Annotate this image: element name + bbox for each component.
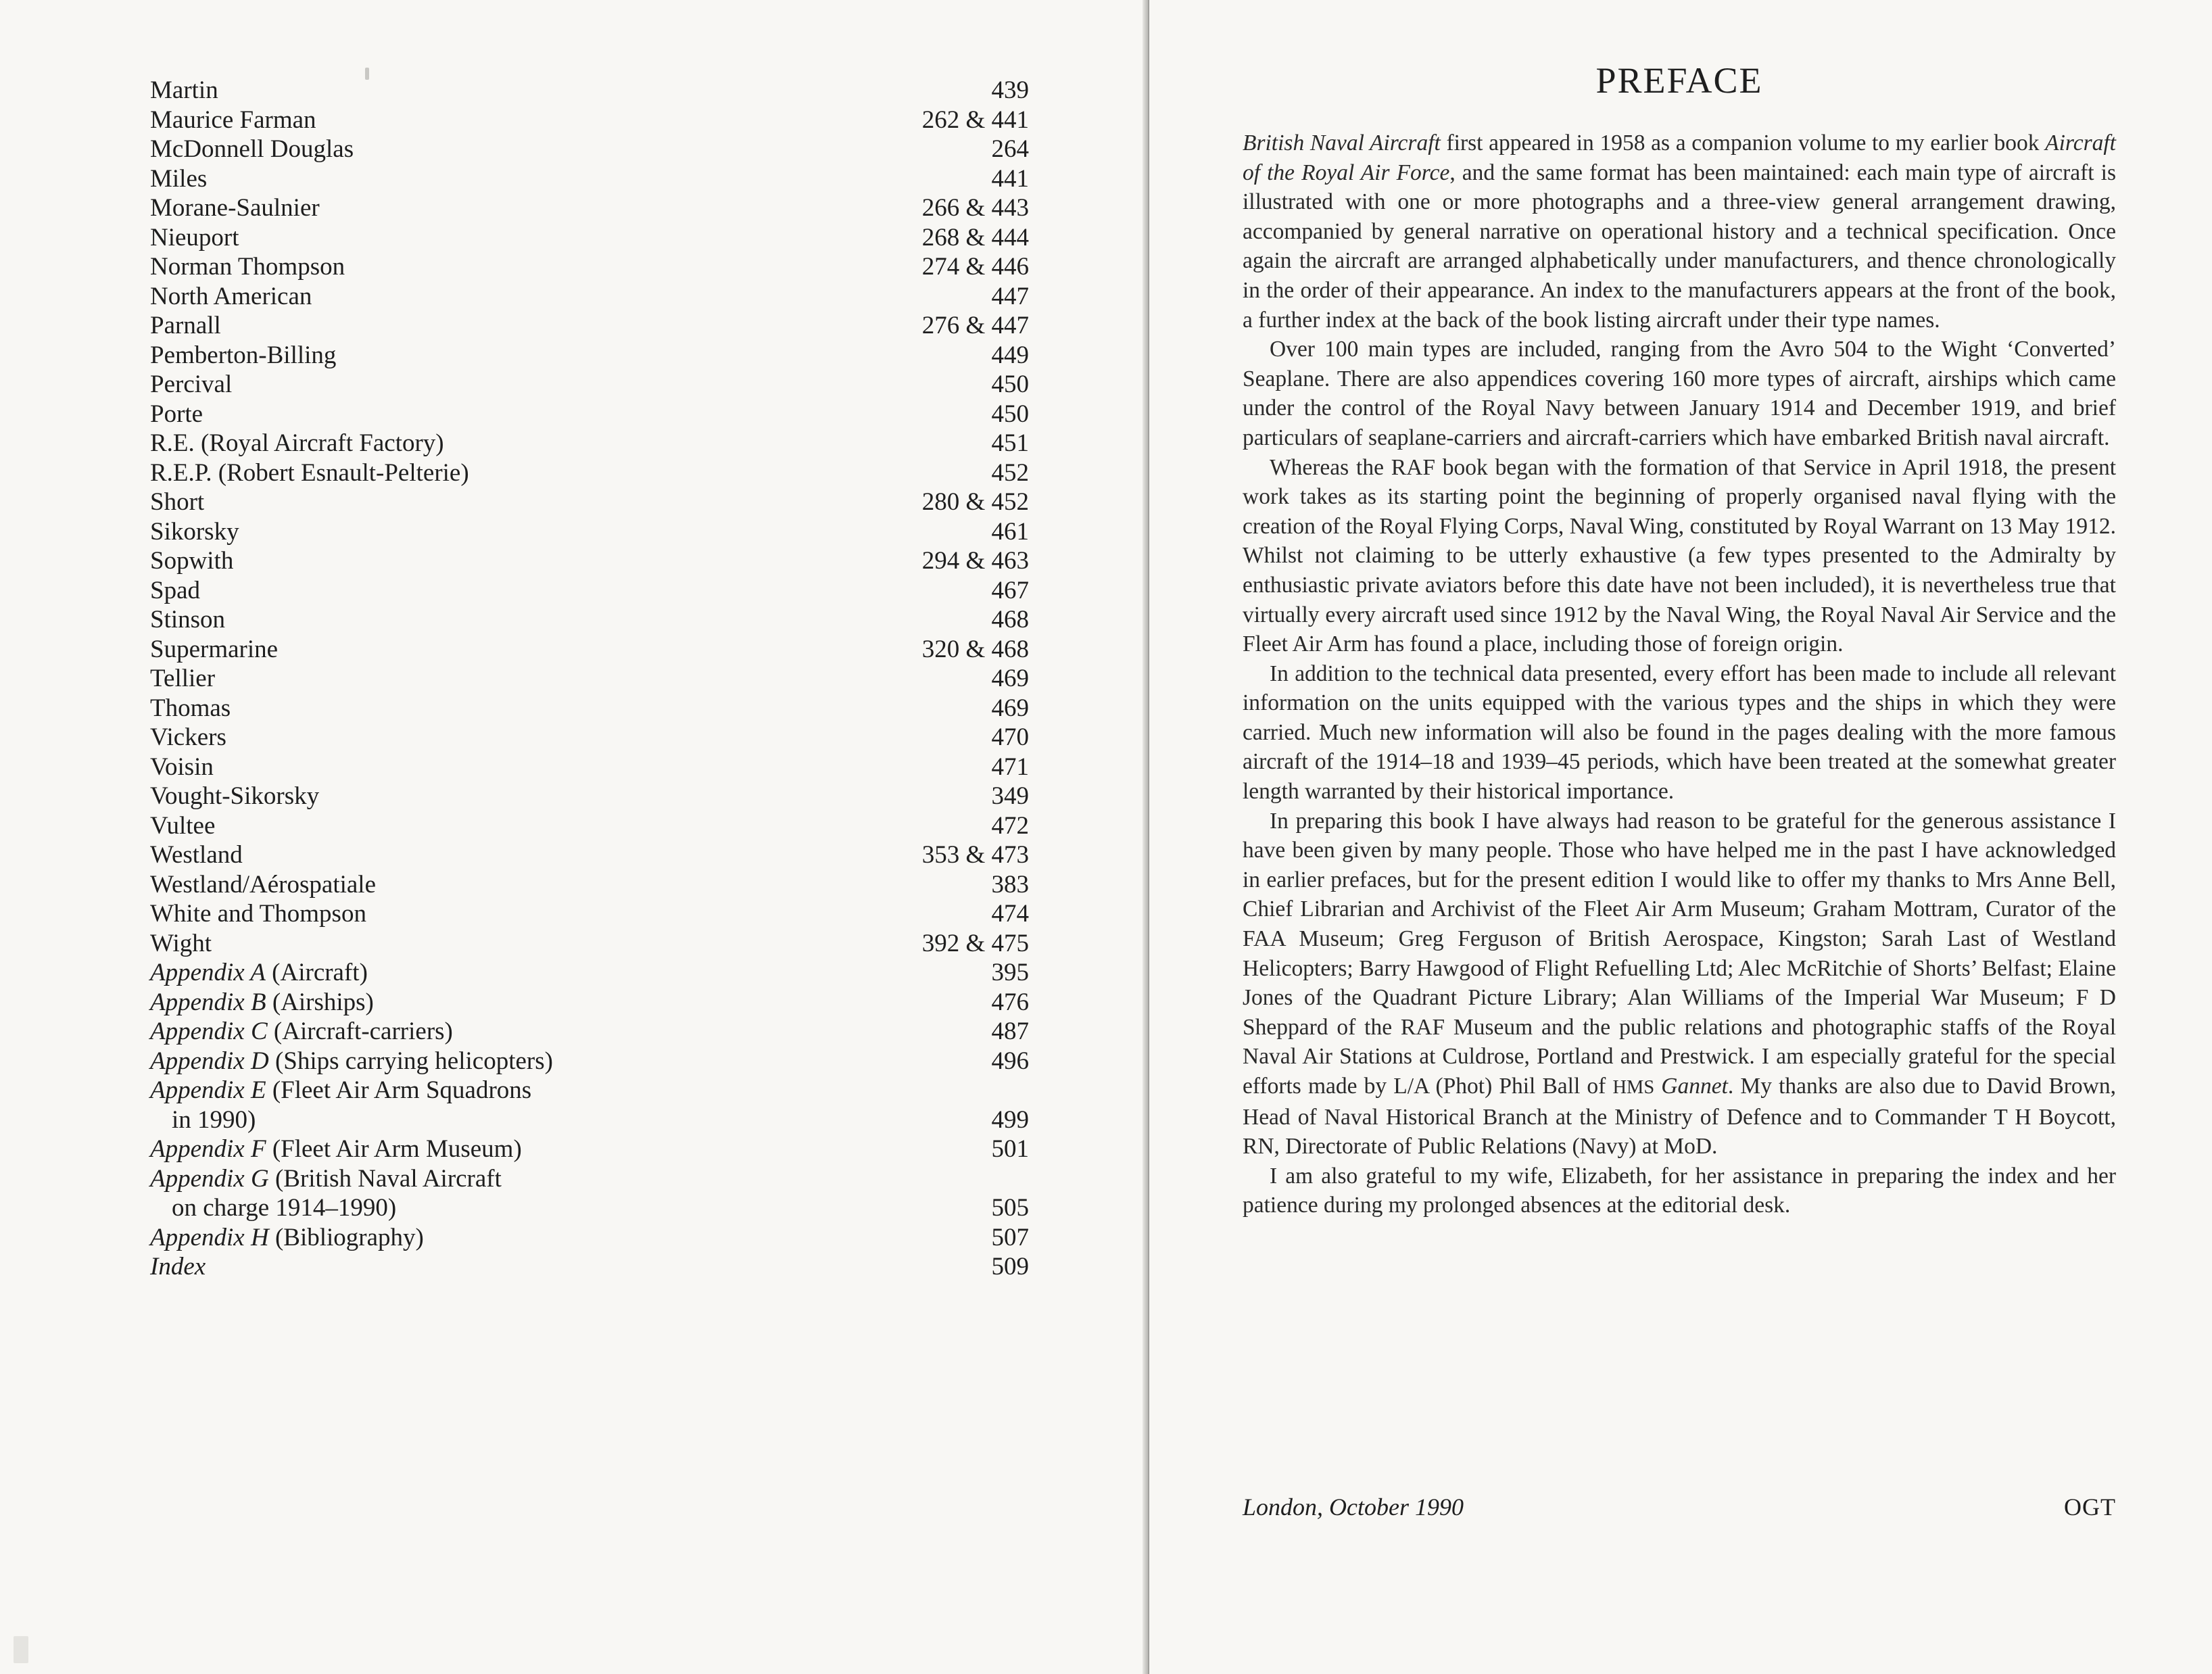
index-entry: Nieuport 268 & 444 — [150, 223, 1029, 252]
manufacturer-index — [150, 76, 1029, 1282]
preface-text — [1243, 128, 2116, 1220]
index-entry: Thomas 469 — [150, 694, 1029, 722]
index-entry: Morane-Saulnier 266 & 443 — [150, 194, 1029, 222]
index-entry: Martin 439 — [150, 76, 1029, 104]
index-entry: Porte 450 — [150, 400, 1029, 428]
index-entry: Vought-Sikorsky 349 — [150, 782, 1029, 810]
index-entry: Stinson 468 — [150, 606, 1029, 633]
index-entry: Wight 392 & 475 — [150, 929, 1029, 957]
index-entry: Short 280 & 452 — [150, 488, 1029, 516]
preface-paragraph: British Naval Aircraft first appeared in 1958 as a companion volume to my earlier book Aircraft of the Royal Air Force, and the same format has been maintained: each main type of aircraft is illustrated with one or more photographs and a three-view general arrangement drawing, accompanied by general narrative on operational history and a technical specification. Once again the aircraft are arranged alphabetically under manufacturers, and thence chronologically in the order of their appearance. An index to the manufacturers appears at the front of the book, a further index at the back of the book listing aircraft under their type names. — [1243, 130, 2116, 333]
index-entry: Vickers 470 — [150, 723, 1029, 751]
index-entry: North American 447 — [150, 282, 1029, 310]
index-entry: R.E. (Royal Aircraft Factory) 451 — [150, 429, 1029, 457]
preface-paragraph: Over 100 main types are included, ranging from the Avro 504 to the Wight ‘Converted’ Seaplane. There are also appendices covering 160 more types of aircraft, airships which came under the control of the Royal Navy between January 1914 and December 1919, and brief particulars of seaplane-carriers and aircraft-carriers which have embarked British naval aircraft. — [1243, 337, 2116, 450]
appendix-entry: Appendix E (Fleet Air Arm Squadrons in 1990) 499 — [150, 1076, 1029, 1134]
preface-paragraph: Whereas the RAF book began with the formation of that Service in April 1918, the present work takes as its starting point the beginning of properly organised naval flying with the creation of the Royal Flying Corps, Naval Wing, constituted by Royal Warrant on 13 May 1912. Whilst not claiming to be utterly exhaustive (a few types presented to the Admiralty by enthusiastic private aviators before this date have not been included), it is nevertheless true that virtually every aircraft used since 1912 by the Naval Wing, the Royal Naval Air Service and the Fleet Air Arm has found a place, including those of foreign origin. — [1243, 454, 2116, 657]
preface-title: PREFACE — [1595, 60, 1763, 101]
index-entry: Percival 450 — [150, 370, 1029, 398]
index-entry: Supermarine 320 & 468 — [150, 635, 1029, 663]
appendix-entry: Appendix B (Airships) 476 — [150, 988, 1029, 1016]
index-entry: Tellier 469 — [150, 665, 1029, 692]
preface-place-date: London, October 1990 — [1243, 1493, 1464, 1521]
index-entry: Miles 441 — [150, 164, 1029, 193]
preface-paragraph: In addition to the technical data presented, every effort has been made to include all relevant information on the units equipped with the various types and the ships in which they were carried. Much new information will also be found in the pages dealing with the more famous aircraft of the 1914–18 and 1939–45 periods, which have been treated at the somewhat greater length warranted by their historical importance. — [1243, 661, 2116, 805]
index-entry: Westland 353 & 473 — [150, 841, 1029, 869]
index-entry: White and Thompson 474 — [150, 900, 1029, 928]
appendix-entry: Appendix G (British Naval Aircraft on charge 1914–1990) 505 — [150, 1164, 1029, 1222]
paper-speck — [365, 68, 369, 80]
preface-paragraph: I am also grateful to my wife, Elizabeth, for her assistance in preparing the index and her patience during my prolonged absences at the editorial desk. — [1243, 1163, 2116, 1218]
index-entry: Sopwith 294 & 463 — [150, 547, 1029, 575]
index-entry: Maurice Farman 262 & 441 — [150, 105, 1029, 134]
index-entry: Vultee 472 — [150, 811, 1029, 840]
author-initials: OGT — [2064, 1493, 2116, 1521]
index-entry: Westland/Aérospatiale 383 — [150, 870, 1029, 899]
index-entry: McDonnell Douglas 264 — [150, 135, 1029, 163]
index-final-entry: Index 509 — [150, 1253, 1029, 1281]
index-entry: Parnall 276 & 447 — [150, 312, 1029, 339]
index-entry: Norman Thompson 274 & 446 — [150, 253, 1029, 281]
index-entry: R.E.P. (Robert Esnault-Pelterie) 452 — [150, 458, 1029, 487]
index-entry: Pemberton-Billing 449 — [150, 341, 1029, 369]
preface-paragraph: In preparing this book I have always had reason to be grateful for the generous assistance I have been given by many people. Those who have helped me in the past I have acknowledged in earlier prefaces, but for the present edition I would like to offer my thanks to Mrs Anne Bell, Chief Librarian and Archivist of the Fleet Air Arm Museum; Graham Mottram, Curator of the FAA Museum; Greg Ferguson of British Aerospace, Kingston; Sarah Last of Westland Helicopters; Barry Hawgood of Flight Refuelling Ltd; Alec McRitchie of Shorts’ Belfast; Elaine Jones of the Quadrant Picture Library; Alan Williams of the Imperial War Museum; F D Sheppard of the RAF Museum and the public relations and photographic staffs of the Royal Naval Air Stations at Culdrose, Portland and Prestwick. I am especially grateful for the special efforts made by L/A (Phot) Phil Ball of HMS Gannet. My thanks are also due to David Brown, Head of Naval Historical Branch at the Ministry of Defence and to Commander T H Boycott, RN, Directorate of Public Relations (Navy) at MoD. — [1243, 808, 2116, 1159]
appendix-entry: Appendix H (Bibliography) 507 — [150, 1223, 1029, 1251]
index-entry: Voisin 471 — [150, 752, 1029, 781]
index-entry: Sikorsky 461 — [150, 517, 1029, 546]
appendix-entry: Appendix A (Aircraft) 395 — [150, 959, 1029, 986]
paper-speck — [14, 1636, 28, 1663]
appendix-entry: Appendix C (Aircraft-carriers) 487 — [150, 1018, 1029, 1045]
appendix-entry: Appendix F (Fleet Air Arm Museum) 501 — [150, 1135, 1029, 1163]
appendix-entry: Appendix D (Ships carrying helicopters) 496 — [150, 1047, 1029, 1075]
index-entry: Spad 467 — [150, 576, 1029, 604]
